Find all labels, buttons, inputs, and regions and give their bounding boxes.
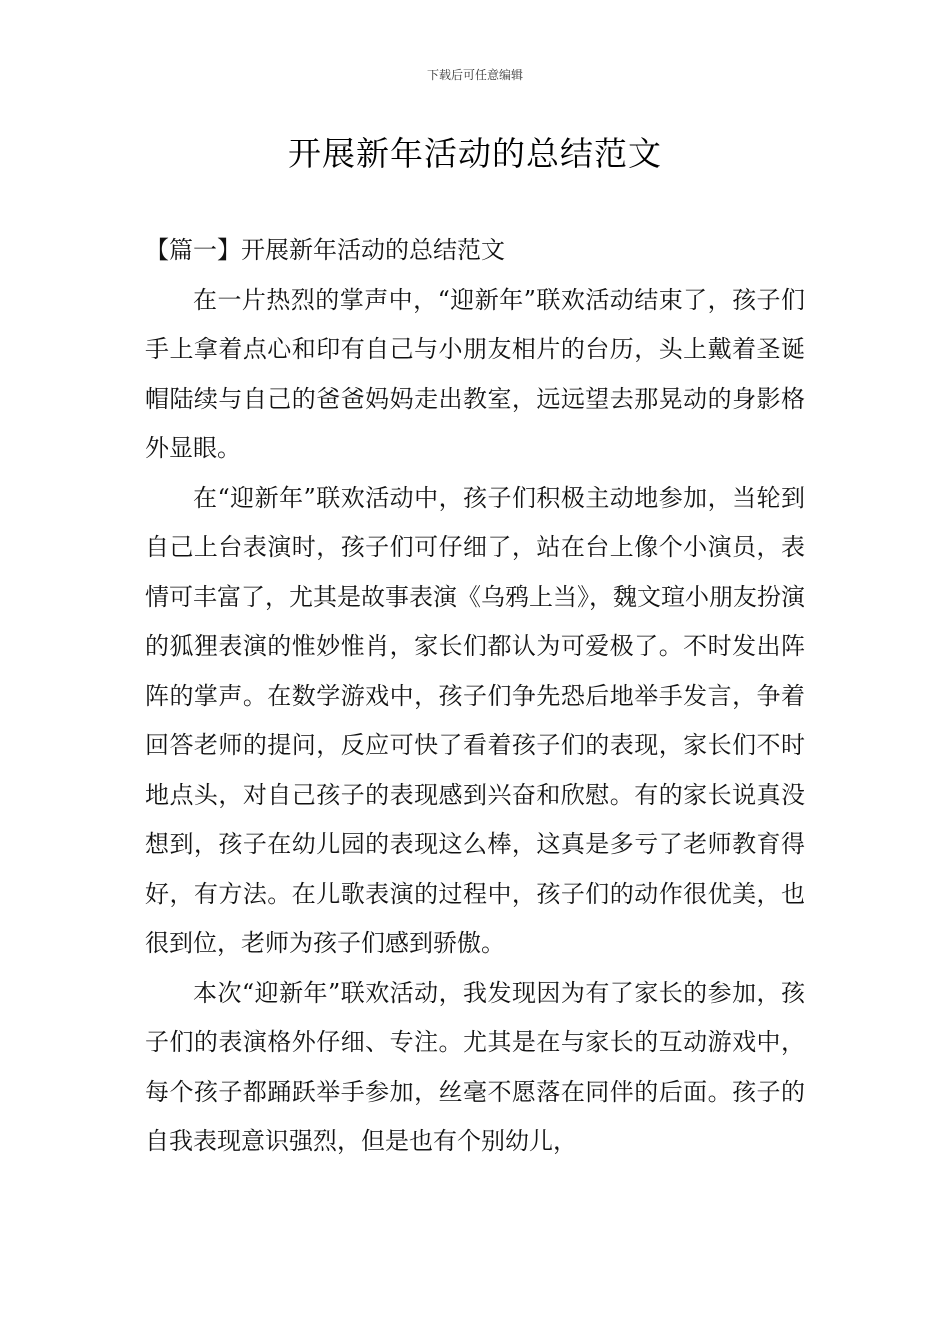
paragraph-2: 在“迎新年”联欢活动中，孩子们积极主动地参加，当轮到自己上台表演时，孩子们可仔细了，站在台上像个小演员，表情可丰富了，尤其是故事表演《乌鸦上当》，魏文瑄小朋友扮演的狐狸表演的惟妙惟肖，家长们都认为可爱极了。不时发出阵阵的掌声。在数学游戏中，孩子们争先恐后地举手发言，争着回答老师的提问，反应可快了看着孩子们的表现，家长们不时地点头，对自己孩子的表现感到兴奋和欣慰。有的家长说真没想到，孩子在幼儿园的表现这么棒，这真是多亏了老师教育得好，有方法。在儿歌表演的过程中，孩子们的动作很优美，也很到位，老师为孩子们感到骄傲。 [145,483,805,957]
document-title: 开展新年活动的总结范文 [288,134,662,173]
section-heading: 【篇一】开展新年活动的总结范文 [145,236,505,264]
paragraph-1: 在一片热烈的掌声中，“迎新年”联欢活动结束了，孩子们手上拿着点心和印有自己与小朋友相片的台历，头上戴着圣诞帽陆续与自己的爸爸妈妈走出教室，远远望去那晃动的身影格外显眼。 [145,285,805,462]
header-note: 下载后可任意编辑 [426,68,523,82]
paragraph-3: 本次“迎新年”联欢活动，我发现因为有了家长的参加，孩子们的表演格外仔细、专注。尤其是在与家长的互动游戏中，每个孩子都踊跃举手参加，丝毫不愿落在同伴的后面。孩子的自我表现意识强烈，但是也有个别幼儿， [145,978,805,1155]
document-body [145,226,805,1167]
